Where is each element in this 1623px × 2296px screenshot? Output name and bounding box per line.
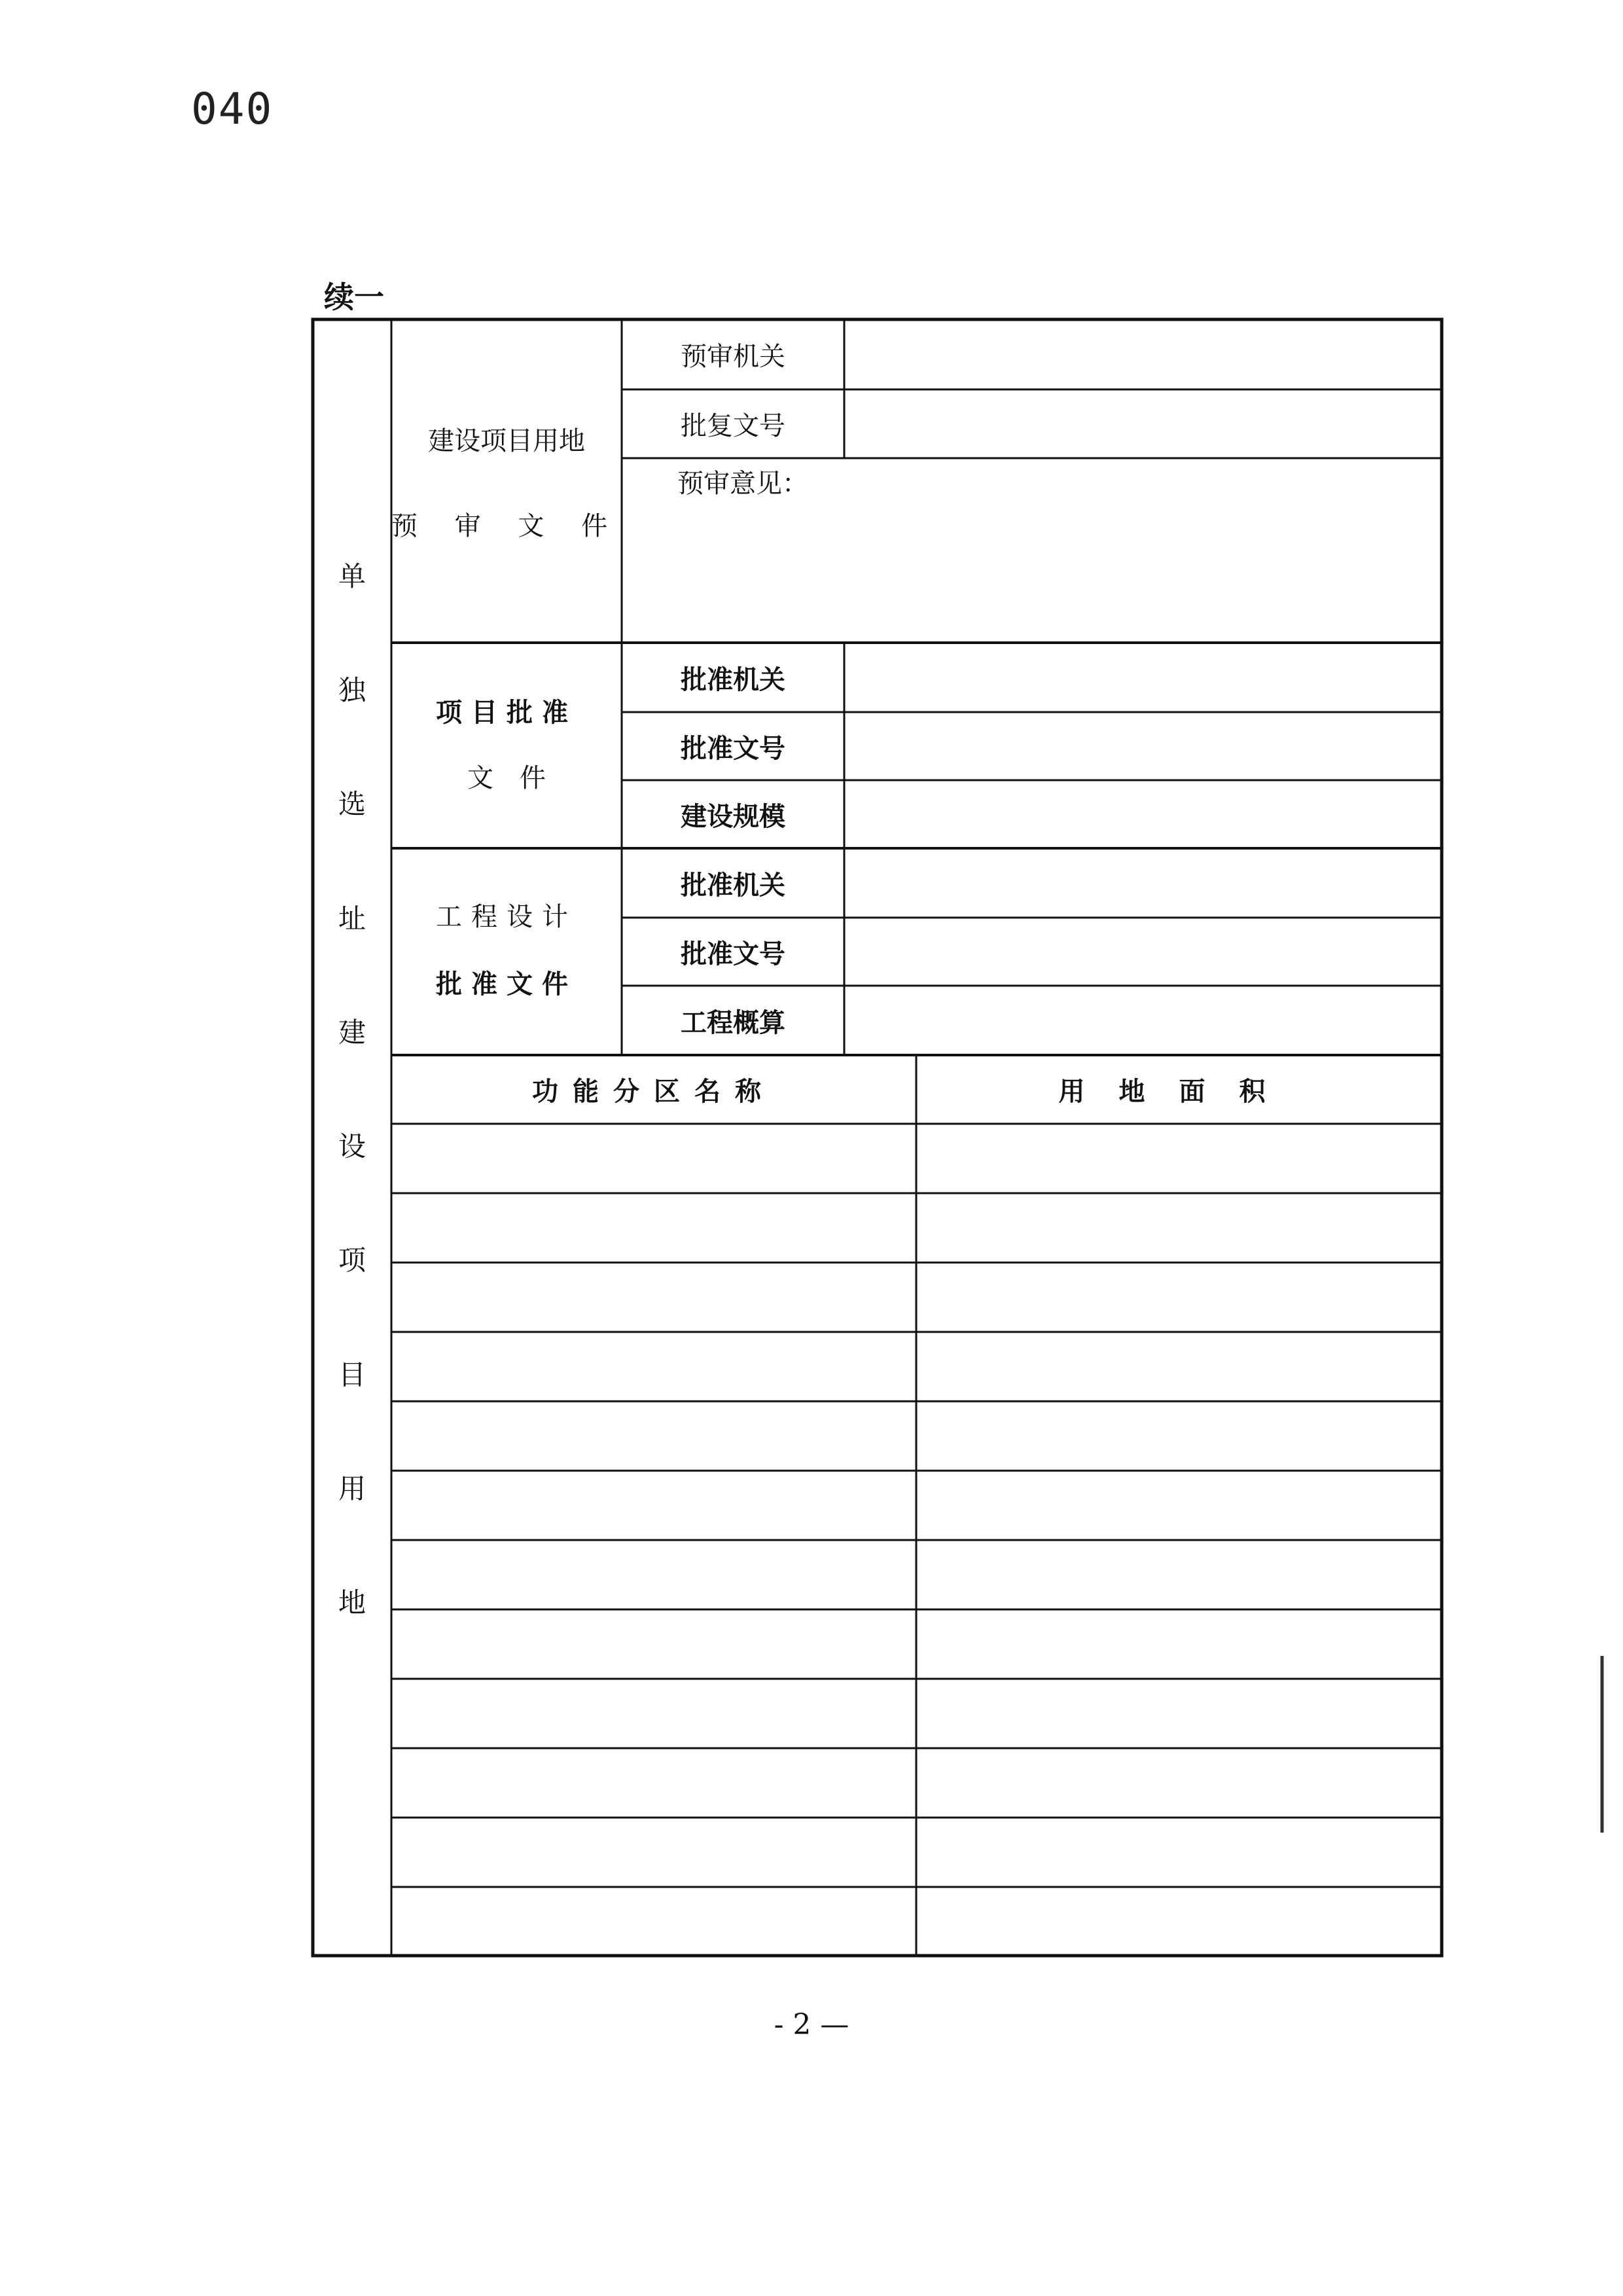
vertical-title-char: 独 [338, 674, 366, 707]
design-budget-label: 工程概算 [681, 1007, 785, 1038]
zone-name-cell[interactable] [391, 1609, 916, 1679]
design-doc-no-field[interactable] [844, 918, 1442, 986]
zone-area-cell[interactable] [916, 1401, 1442, 1471]
vertical-title-char: 目 [338, 1358, 366, 1391]
zone-name-cell[interactable] [391, 1332, 916, 1401]
project-label-line1: 项目批准 [436, 696, 577, 728]
preview-reply-no-field[interactable] [844, 389, 1442, 458]
continuation-label: 续一 [324, 279, 384, 315]
vertical-title-char: 设 [338, 1130, 366, 1163]
design-label-line2: 批准文件 [436, 968, 577, 999]
preview-label-line1: 建设项目用地 [428, 425, 585, 456]
project-authority-label: 批准机关 [681, 664, 785, 695]
zone-name-cell[interactable] [391, 1124, 916, 1193]
zone-name-cell[interactable] [391, 1263, 916, 1332]
zone-area-cell[interactable] [916, 1124, 1442, 1193]
preview-authority-field[interactable] [844, 319, 1442, 389]
design-authority-field[interactable] [844, 848, 1442, 918]
zone-area-cell[interactable] [916, 1263, 1442, 1332]
zone-name-cell[interactable] [391, 1679, 916, 1748]
project-doc-no-label: 批准文号 [681, 732, 785, 764]
corner-page-number: 040 [191, 84, 274, 134]
design-label-line1: 工程设计 [436, 901, 577, 932]
project-authority-field[interactable] [844, 643, 1442, 712]
zone-name-cell[interactable] [391, 1818, 916, 1887]
zone-area-cell[interactable] [916, 1332, 1442, 1401]
zone-name-cell[interactable] [391, 1748, 916, 1818]
vertical-title-char: 用 [338, 1472, 366, 1505]
preview-opinion-label: 预审意见： [677, 468, 808, 499]
zone-area-cell[interactable] [916, 1609, 1442, 1679]
preview-opinion-field[interactable] [622, 504, 1442, 638]
zone-area-cell[interactable] [916, 1471, 1442, 1540]
zone-area-header: 用地面积 [1058, 1076, 1300, 1107]
zone-area-cell[interactable] [916, 1748, 1442, 1818]
zone-name-cell[interactable] [391, 1471, 916, 1540]
zone-name-header: 功能分区名称 [532, 1076, 776, 1107]
project-label-line2: 文 件 [467, 762, 546, 793]
preview-reply-no-label: 批复文号 [681, 411, 785, 441]
project-scale-label: 建设规模 [681, 800, 785, 832]
project-scale-field[interactable] [844, 780, 1442, 848]
vertical-title-char: 单 [338, 560, 366, 592]
design-authority-label: 批准机关 [681, 869, 785, 901]
vertical-title-char: 地 [338, 1586, 366, 1619]
zone-area-cell[interactable] [916, 1679, 1442, 1748]
zone-name-cell[interactable] [391, 1401, 916, 1471]
zone-name-cell[interactable] [391, 1540, 916, 1609]
vertical-title-char: 选 [338, 788, 366, 821]
zone-name-cell[interactable] [391, 1887, 916, 1956]
zone-area-cell[interactable] [916, 1818, 1442, 1887]
zone-area-cell[interactable] [916, 1193, 1442, 1263]
page-number: - 2 — [774, 2008, 849, 2041]
vertical-title [313, 321, 391, 1957]
design-doc-no-label: 批准文号 [681, 938, 785, 969]
preview-authority-label: 预审机关 [681, 342, 785, 372]
zone-area-cell[interactable] [916, 1540, 1442, 1609]
vertical-title-char: 建 [338, 1016, 366, 1049]
preview-label-line2: 预 审 文 件 [391, 511, 622, 541]
vertical-title-char: 项 [338, 1244, 366, 1277]
vertical-title-char: 址 [338, 902, 366, 935]
zone-area-cell[interactable] [916, 1887, 1442, 1956]
design-budget-field[interactable] [844, 986, 1442, 1055]
zone-name-cell[interactable] [391, 1193, 916, 1263]
project-doc-no-field[interactable] [844, 712, 1442, 780]
